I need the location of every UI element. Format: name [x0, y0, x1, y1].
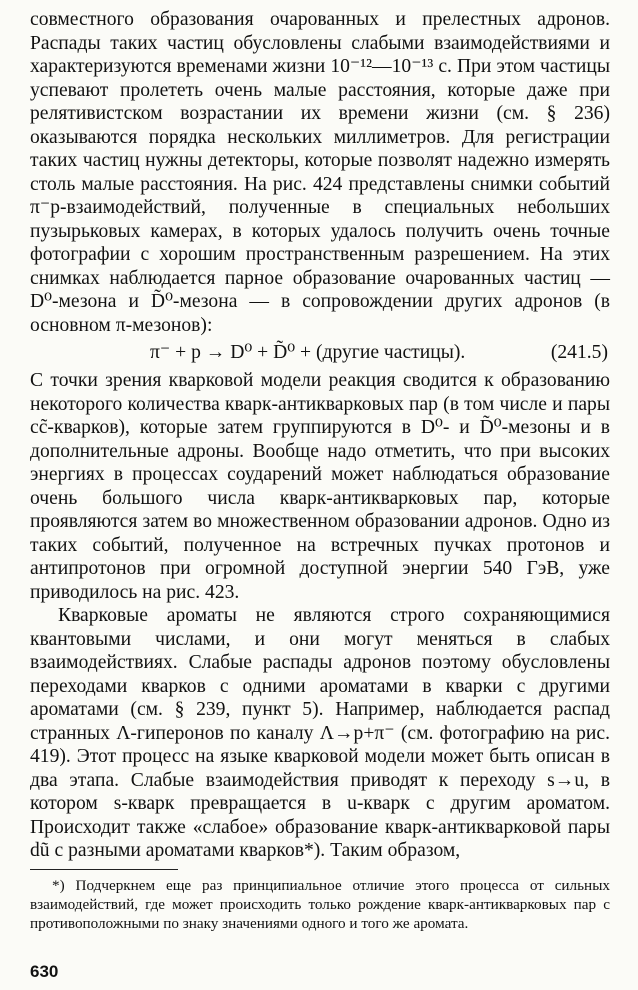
paragraph-1: совместного образования очарованных и прелестных адронов. Распады таких частиц обусловлены слабыми взаимодействиями и характеризуются временами жизни 10⁻¹²—10⁻¹³ с. При этом частицы успевают пролететь очень малые расстояния, которые даже при релятивистском возрастании их времени жизни (см. § 236) оказываются порядка нескольких миллиметров. Для регистрации таких частиц нужны детекторы, которые позволят надежно измерять столь малые расстояния. На рис. 424 представлены снимки событий π⁻p-взаимодействий, полученные в специальных небольших пузырьковых камерах, в которых удалось получить очень точные фотографии с хорошим пространственным разрешением. На этих снимках наблюдается парное образование очарованных частиц — D⁰-мезона и D̃⁰-мезона — в сопровождении других адронов (в основном π-мезонов): [30, 9, 610, 336]
page-number: 630 [30, 962, 59, 981]
paragraph-2: С точки зрения кварковой модели реакция сводится к образованию некоторого количества кварк-антикварковых пар (в том числе и пары cc̃-кварков), которые затем группируются в D⁰- и D̃⁰-мезоны и в дополнительные адроны. Вообще надо отметить, что при высоких энергиях в процессах соударений может наблюдаться образование очень большого числа кварк-антикварковых пар, которые проявляются затем во множественном образовании адронов. Одно из таких событий, полученное на встречных пучках протонов и антипротонов при огромной доступной энергии 540 ГэВ, уже приводилось на рис. 423. [30, 370, 610, 603]
paragraph-3: Кварковые ароматы не являются строго сохраняющимися квантовыми числами, и они могут меняться в слабых взаимодействиях. Слабые распады адронов поэтому обусловлены переходами кварков с одними ароматами в кварки с другими ароматами (см. § 239, пункт 5). Например, наблюдается распад странных Λ-гиперонов по каналу Λ→p+π⁻ (см. фотографию на рис. 419). Этот процесс на языке кварковой модели может быть описан в два этапа. Слабые взаимодействия приводят к переходу s→u, в котором s-кварк превращается в u-кварк с другим ароматом. Происходит также «слабое» образование кварк-антикварковой пары dũ с разными ароматами кварков*). Таким образом, [30, 605, 610, 861]
equation-formula: π⁻ + p → D⁰ + D̃⁰ + (другие частицы). [150, 342, 466, 363]
page-body [30, 8, 610, 933]
footnote-divider [30, 869, 178, 870]
footnote: *) Подчеркнем еще раз принципиальное отличие этого процесса от сильных взаимодействий, где может происходить только рождение кварк-антикварковых пар с противоположными по знаку значениями одного и того же аромата. [30, 876, 610, 932]
equation-number: (241.5) [550, 342, 608, 363]
equation-241-5 [30, 341, 610, 365]
